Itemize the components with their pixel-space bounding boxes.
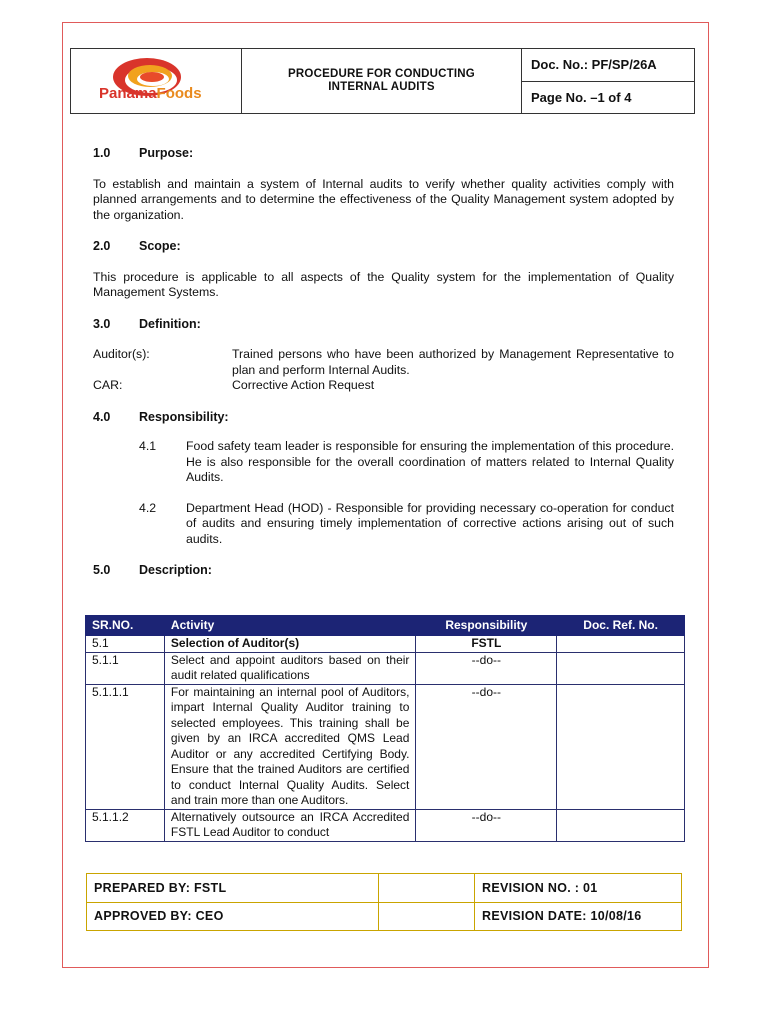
page-number: Page No. –1 of 4 [531, 89, 632, 105]
section-heading-definition: 3.0 Definition: [93, 316, 201, 331]
section-heading-purpose: 1.0 Purpose: [93, 146, 194, 160]
responsibility-item: 4.1 Food safety team leader is responsible for ensuring the implementation of this procedure. He is also responsible for the overall coordination of matters related to Internal Quality Audits. [139, 439, 674, 484]
definition-item: Auditor(s): Trained persons who have been authorized by Management Representative to plan and perform Internal Audits. [93, 347, 674, 377]
company-logo [71, 49, 242, 113]
table-row: 5.1 Selection of Auditor(s) FSTL [86, 636, 685, 653]
approved-by: APPROVED BY: CEO [87, 903, 379, 931]
col-header-docref: Doc. Ref. No. [557, 616, 685, 636]
revision-date: REVISION DATE: 10/08/16 [482, 909, 642, 924]
document-body [93, 146, 674, 579]
doc-number: Doc. No.: PF/SP/26A [522, 49, 694, 82]
logo-swirl-icon [71, 49, 241, 113]
section-heading-scope: 2.0 Scope: [93, 239, 181, 253]
activity-table [85, 615, 685, 842]
col-header-srno: SR.NO. [86, 616, 165, 636]
table-row: 5.1.1.2 Alternatively outsource an IRCA Accredited FSTL Lead Auditor to conduct --do-- [86, 809, 685, 841]
purpose-text: To establish and maintain a system of Internal audits to verify whether quality activities comply with planned arrangements and to determine the effectiveness of the Quality Management system adopted by the organization. [93, 176, 674, 222]
document-footer [86, 873, 682, 931]
table-header-row [86, 616, 685, 636]
scope-text: This procedure is applicable to all aspects of the Quality system for the implementation of Quality Management Systems. [93, 269, 674, 299]
responsibility-item: 4.2 Department Head (HOD) - Responsible for providing necessary co-operation for conduct of audits and ensuring timely implementation of corrective actions arising out of such audits. [139, 500, 674, 546]
revision-number: REVISION NO. : 01 [482, 880, 598, 895]
section-heading-responsibility: 4.0 Responsibility: [93, 409, 229, 424]
definition-item: CAR: Corrective Action Request [93, 378, 375, 392]
table-row: 5.1.1.1 For maintaining an internal pool of Auditors, impart Internal Quality Auditor training to selected employees. This training shall be given by an IRCA accredited QMS Lead Auditor or any accredited Certifying Body. Ensure that the trained Auditors are certified to conduct Internal Quality Audits. Select and train more than one Auditors. --do-- [86, 684, 685, 809]
logo-text: PanamaFoods [99, 85, 202, 102]
col-header-activity: Activity [164, 616, 415, 636]
col-header-responsibility: Responsibility [416, 616, 557, 636]
prepared-by: PREPARED BY: FSTL [87, 874, 379, 902]
section-heading-description: 5.0 Description: [93, 563, 212, 577]
document-meta [522, 49, 694, 113]
document-title: PROCEDURE FOR CONDUCTING INTERNAL AUDITS [242, 49, 522, 113]
table-row: 5.1.1 Select and appoint auditors based on their audit related qualifications --do-- [86, 652, 685, 684]
document-header [70, 48, 695, 114]
